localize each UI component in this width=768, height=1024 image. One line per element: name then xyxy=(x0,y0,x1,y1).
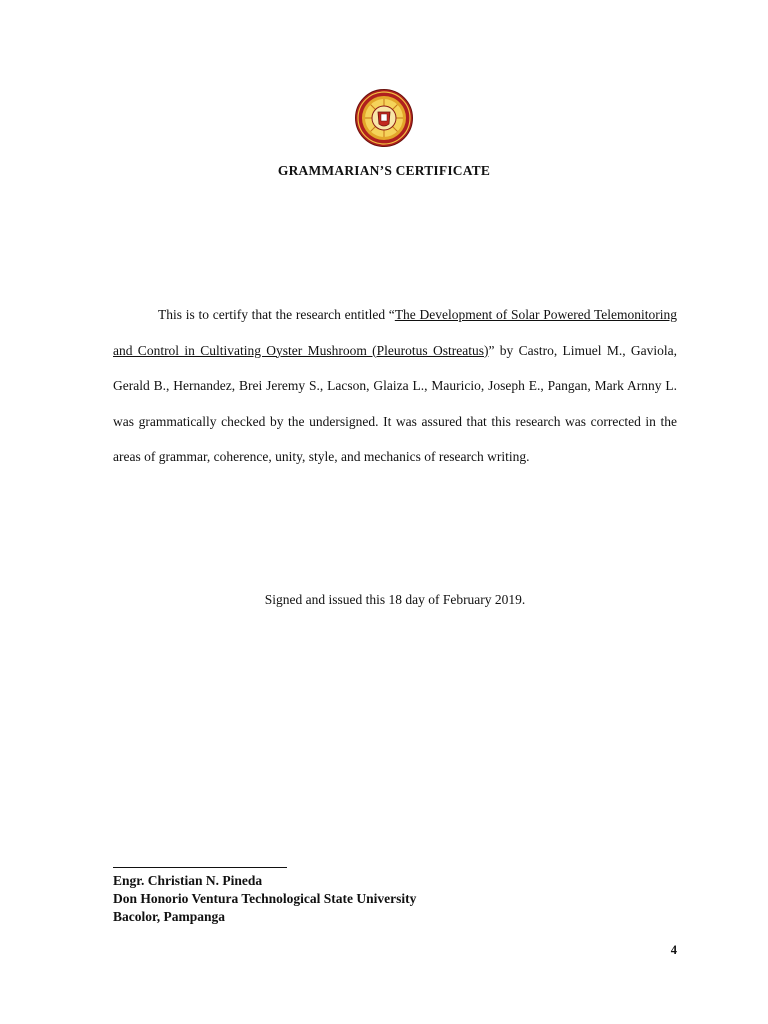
signatory-institution: Don Honorio Ventura Technological State University xyxy=(113,891,417,906)
signatory-location: Bacolor, Pampanga xyxy=(113,909,226,924)
body-intro: This is to certify that the research entitled “ xyxy=(158,307,395,322)
certificate-body xyxy=(113,297,677,475)
signatory-block xyxy=(113,872,416,926)
certificate-title: GRAMMARIAN’S CERTIFICATE xyxy=(277,163,491,178)
authors-clause: ” by Castro, Limuel M., Gaviola, Gerald B., Hernandez, Brei Jeremy S., Lacson, Glaiza L., Mauricio, Joseph E., Pangan, Mark Arnny L. was grammatically checked by the undersigned. xyxy=(113,342,678,429)
assurance-statement: It was assured that this research was corrected in the areas of grammar, coherence, unity, style, and mechanics of research writing. xyxy=(113,413,677,465)
university-seal-icon xyxy=(354,88,414,148)
signed-line: Signed and issued this 18 day of February 2019. xyxy=(264,592,526,607)
research-title: The Development of Solar Powered Telemonitoring and Control in Cultivating Oyster Mushroom (Pleurotus Ostreatus) xyxy=(113,307,677,358)
signature-line xyxy=(113,867,287,868)
signatory-name: Engr. Christian N. Pineda xyxy=(113,873,263,888)
page-number: 4 xyxy=(670,943,677,957)
